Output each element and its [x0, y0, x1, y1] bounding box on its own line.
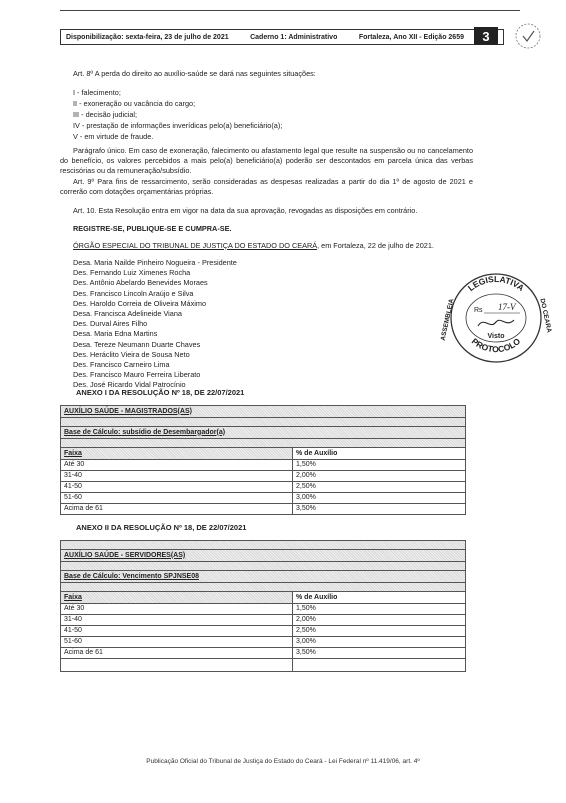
stamp-left-text: ASSEMBLEIA [440, 298, 456, 342]
table-gap [61, 562, 466, 571]
page-footer: Publicação Oficial do Tribunal de Justiça do Estado do Ceará - Lei Federal nº 11.419/06, art. 4º [146, 758, 420, 765]
col-header-faixa: Faixa [61, 448, 293, 460]
table-gap [61, 541, 466, 550]
signatory: Desa. Francisca Adelineide Viana [73, 309, 182, 319]
svg-text:LEGISLATIVA [466, 274, 526, 293]
col-header-faixa: Faixa [61, 592, 293, 604]
signatory: Des. Antônio Abelardo Benevides Moraes [73, 278, 208, 288]
signatories [73, 258, 237, 391]
art8-item: I - falecimento; [73, 88, 121, 97]
signatory: Desa. Tereze Neumann Duarte Chaves [73, 339, 201, 349]
signatory: Des. José Ricardo Vidal Patrocínio [73, 380, 186, 390]
art8-items [73, 87, 282, 142]
paragrafo-unico: Parágrafo único. Em caso de exoneração, falecimento ou afastamento legal que resulte na suspensão ou no cancelamento do benefício, os valores percebidos a mais pelo(a) beneficiário(a) poderão ser descontados em parcela única das verbas rescisórias ou da remuneração/subsídio. [60, 146, 473, 175]
art8-item: V - em virtude de fraude. [73, 132, 154, 141]
table-row: Acima de 61 3,50% [61, 504, 466, 515]
stamp-signature-icon [478, 320, 514, 326]
table-row: 31-40 2,00% [61, 471, 466, 482]
orgao-line [73, 241, 473, 251]
table-row: 41-50 2,50% [61, 626, 466, 637]
stamp-top-text: LEGISLATIVA [465, 273, 527, 294]
signatory: Des. Fernando Luiz Ximenes Rocha [73, 268, 191, 278]
table-gap [61, 418, 466, 427]
registre: REGISTRE-SE, PUBLIQUE-SE E CUMPRA-SE. [73, 224, 232, 233]
table-row: 51-60 3,00% [61, 493, 466, 504]
page-number: 3 [474, 27, 498, 45]
table-row: Até 30 1,50% [61, 460, 466, 471]
protocol-stamp [440, 268, 552, 368]
stamp-rs-value: 17-V [498, 302, 516, 312]
stamp-bottom-text: PROTOCOLO [469, 336, 523, 355]
stamp-visto-label: Visto [487, 333, 505, 340]
signatory: Des. Francisco Mauro Ferreira Liberato [73, 370, 201, 380]
table-row: 41-50 2,50% [61, 482, 466, 493]
col-header-pct: % de Auxílio [293, 592, 466, 604]
orgao-name: ÓRGÃO ESPECIAL DO TRIBUNAL DE JUSTIÇA DO ESTADO DO CEARÁ [73, 241, 318, 250]
col-header-pct: % de Auxílio [293, 448, 466, 460]
art8-item: IV - prestação de informações inverídicas pelo(a) beneficiário(a); [73, 121, 283, 130]
signatory: Des. Heráclito Vieira de Sousa Neto [73, 349, 190, 359]
top-rule [60, 10, 520, 11]
stamp-rs-label: Rs [474, 307, 483, 314]
anexo1-table [60, 405, 466, 515]
art9: Art. 9º Para fins de ressarcimento, serão consideradas as despesas realizadas a partir do dia 1º de agosto de 2021 e correrão com dotações orçamentárias próprias. [60, 177, 473, 196]
art10: Art. 10. Esta Resolução entra em vigor na data da sua aprovação, revogadas as disposições em contrário. [73, 206, 418, 215]
page-header [60, 29, 504, 45]
signatory: Desa. Maria Edna Martins [73, 329, 158, 339]
stamp-right-text: DO CEARÁ [538, 298, 552, 334]
table-base: Base de Cálculo: subsídio de Desembargador(a) [61, 427, 466, 439]
signatory: Des. Haroldo Correia de Oliveira Máximo [73, 298, 207, 308]
table-row: 51-60 3,00% [61, 637, 466, 648]
anexo1-title: ANEXO I DA RESOLUÇÃO Nº 18, DE 22/07/2021 [76, 388, 245, 397]
table-gap [61, 583, 466, 592]
table-row: Acima de 61 3,50% [61, 648, 466, 659]
header-edition: Fortaleza, Ano XII - Edição 2659 [358, 33, 464, 41]
art8-item: II - exoneração ou vacância do cargo; [73, 99, 196, 108]
signatory: Des. Durval Aires Filho [73, 319, 148, 329]
art8-item: III - decisão judicial; [73, 110, 138, 119]
signatory: Des. Francisco Lincoln Araújo e Silva [73, 288, 194, 298]
anexo2-table [60, 540, 466, 672]
table-title: AUXÍLIO SAÚDE - SERVIDORES(AS) [61, 550, 466, 562]
table-gap [61, 439, 466, 448]
header-section: Caderno 1: Administrativo [250, 33, 338, 41]
table-row: 31-40 2,00% [61, 615, 466, 626]
header-date: Disponibilização: sexta-feira, 23 de julho de 2021 [66, 33, 229, 41]
digital-seal-icon [508, 16, 548, 56]
table-title: AUXÍLIO SAÚDE - MAGISTRADOS(AS) [61, 406, 466, 418]
table-base: Base de Cálculo: Vencimento SPJNSE08 [61, 571, 466, 583]
orgao-date: , em Fortaleza, 22 de julho de 2021. [317, 241, 434, 250]
art8-intro: Art. 8º A perda do direito ao auxílio-saúde se dará nas seguintes situações: [73, 69, 316, 78]
signatory: Desa. Maria Nailde Pinheiro Nogueira - Presidente [73, 258, 237, 267]
anexo2-title: ANEXO II DA RESOLUÇÃO Nº 18, DE 22/07/2021 [76, 523, 247, 532]
table-row-empty [61, 659, 466, 672]
signatory: Des. Francisco Carneiro Lima [73, 360, 170, 370]
table-row: Até 30 1,50% [61, 604, 466, 615]
